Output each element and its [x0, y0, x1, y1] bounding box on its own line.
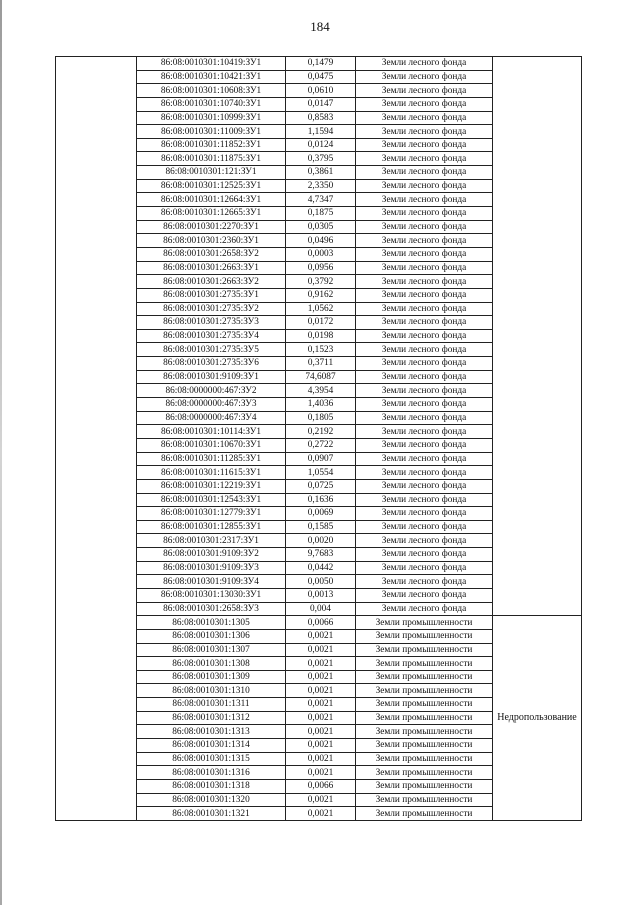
land-category-cell: Земли лесного фонда — [356, 288, 493, 302]
land-category-cell: Земли промышленности — [356, 807, 493, 821]
area-cell: 0,0021 — [286, 793, 356, 807]
cadastral-number-cell: 86:08:0010301:10421:ЗУ1 — [137, 70, 286, 84]
area-cell: 0,0021 — [286, 711, 356, 725]
cadastral-number-cell: 86:08:0010301:1305 — [137, 616, 286, 630]
land-category-cell: Земли лесного фонда — [356, 261, 493, 275]
land-category-cell: Земли лесного фонда — [356, 520, 493, 534]
land-category-cell: Земли лесного фонда — [356, 466, 493, 480]
cadastral-number-cell: 86:08:0010301:1314 — [137, 739, 286, 753]
area-cell: 0,3792 — [286, 275, 356, 289]
cadastral-number-cell: 86:08:0000000:467:ЗУ2 — [137, 384, 286, 398]
area-cell: 0,1805 — [286, 411, 356, 425]
land-category-cell: Земли лесного фонда — [356, 384, 493, 398]
land-category-cell: Земли лесного фонда — [356, 316, 493, 330]
area-cell: 0,0610 — [286, 84, 356, 98]
cadastral-number-cell: 86:08:0010301:9109:ЗУ4 — [137, 575, 286, 589]
area-cell: 0,0442 — [286, 561, 356, 575]
land-category-cell: Земли промышленности — [356, 698, 493, 712]
land-category-cell: Земли лесного фонда — [356, 452, 493, 466]
area-cell: 1,4036 — [286, 398, 356, 412]
land-category-cell: Земли промышленности — [356, 657, 493, 671]
area-cell: 4,3954 — [286, 384, 356, 398]
cadastral-number-cell: 86:08:0000000:467:ЗУ4 — [137, 411, 286, 425]
area-cell: 0,0021 — [286, 629, 356, 643]
land-category-cell: Земли промышленности — [356, 711, 493, 725]
area-cell: 0,0198 — [286, 329, 356, 343]
land-category-cell: Земли лесного фонда — [356, 275, 493, 289]
land-category-cell: Земли промышленности — [356, 643, 493, 657]
area-cell: 0,0003 — [286, 247, 356, 261]
cadastral-number-cell: 86:08:0010301:11615:ЗУ1 — [137, 466, 286, 480]
area-cell: 0,0020 — [286, 534, 356, 548]
cadastral-number-cell: 86:08:0010301:12219:ЗУ1 — [137, 479, 286, 493]
cadastral-number-cell: 86:08:0010301:2663:ЗУ1 — [137, 261, 286, 275]
area-cell: 0,0496 — [286, 234, 356, 248]
land-category-cell: Земли промышленности — [356, 670, 493, 684]
land-category-cell: Земли лесного фонда — [356, 179, 493, 193]
land-category-cell: Земли лесного фонда — [356, 193, 493, 207]
area-cell: 0,0066 — [286, 779, 356, 793]
area-cell: 1,1594 — [286, 125, 356, 139]
cadastral-number-cell: 86:08:0010301:1306 — [137, 629, 286, 643]
area-cell: 0,0021 — [286, 752, 356, 766]
cadastral-number-cell: 86:08:0010301:10114:ЗУ1 — [137, 425, 286, 439]
area-cell: 0,0907 — [286, 452, 356, 466]
cadastral-number-cell: 86:08:0010301:1307 — [137, 643, 286, 657]
land-category-cell: Земли лесного фонда — [356, 411, 493, 425]
cadastral-number-cell: 86:08:0010301:11852:ЗУ1 — [137, 138, 286, 152]
cadastral-number-cell: 86:08:0010301:1315 — [137, 752, 286, 766]
cadastral-number-cell: 86:08:0010301:10999:ЗУ1 — [137, 111, 286, 125]
land-category-cell: Земли лесного фонда — [356, 602, 493, 616]
land-category-cell: Земли лесного фонда — [356, 138, 493, 152]
cadastral-number-cell: 86:08:0010301:12779:ЗУ1 — [137, 507, 286, 521]
area-cell: 0,1585 — [286, 520, 356, 534]
area-cell: 0,0066 — [286, 616, 356, 630]
page-number: 184 — [310, 19, 330, 34]
land-category-cell: Земли лесного фонда — [356, 125, 493, 139]
land-category-cell: Земли промышленности — [356, 684, 493, 698]
cadastral-number-cell: 86:08:0010301:13030:ЗУ1 — [137, 588, 286, 602]
land-category-cell: Земли лесного фонда — [356, 152, 493, 166]
land-category-cell: Земли лесного фонда — [356, 302, 493, 316]
land-category-cell: Земли лесного фонда — [356, 166, 493, 180]
cadastral-number-cell: 86:08:0010301:10740:ЗУ1 — [137, 97, 286, 111]
area-cell: 0,2722 — [286, 438, 356, 452]
cadastral-number-cell: 86:08:0010301:2735:ЗУ3 — [137, 316, 286, 330]
cadastral-number-cell: 86:08:0010301:1316 — [137, 766, 286, 780]
land-category-cell: Земли лесного фонда — [356, 398, 493, 412]
cadastral-number-cell: 86:08:0010301:2658:ЗУ2 — [137, 247, 286, 261]
area-cell: 0,2192 — [286, 425, 356, 439]
area-cell: 0,0021 — [286, 766, 356, 780]
cadastral-number-cell: 86:08:0010301:2735:ЗУ1 — [137, 288, 286, 302]
cadastral-number-cell: 86:08:0010301:1311 — [137, 698, 286, 712]
area-cell: 2,3350 — [286, 179, 356, 193]
area-cell: 0,3795 — [286, 152, 356, 166]
cadastral-number-cell: 86:08:0010301:11285:ЗУ1 — [137, 452, 286, 466]
cadastral-number-cell: 86:08:0010301:2360:ЗУ1 — [137, 234, 286, 248]
area-cell: 0,0725 — [286, 479, 356, 493]
land-category-cell: Земли промышленности — [356, 739, 493, 753]
land-category-cell: Земли лесного фонда — [356, 507, 493, 521]
land-category-cell: Земли промышленности — [356, 793, 493, 807]
area-cell: 0,0021 — [286, 698, 356, 712]
cadastral-number-cell: 86:08:0010301:1309 — [137, 670, 286, 684]
scan-left-edge — [0, 0, 2, 905]
land-category-cell: Земли лесного фонда — [356, 575, 493, 589]
area-cell: 0,0475 — [286, 70, 356, 84]
land-category-cell: Земли лесного фонда — [356, 479, 493, 493]
cadastral-number-cell: 86:08:0010301:1313 — [137, 725, 286, 739]
land-category-cell: Земли лесного фонда — [356, 357, 493, 371]
usage-type-cell: Недропользование — [493, 616, 582, 821]
land-category-cell: Земли лесного фонда — [356, 493, 493, 507]
empty-index-column — [56, 57, 137, 821]
land-category-cell: Земли лесного фонда — [356, 207, 493, 221]
area-cell: 0,0021 — [286, 643, 356, 657]
cadastral-number-cell: 86:08:0010301:11875:ЗУ1 — [137, 152, 286, 166]
cadastral-number-cell: 86:08:0010301:12664:ЗУ1 — [137, 193, 286, 207]
cadastral-number-cell: 86:08:0010301:12543:ЗУ1 — [137, 493, 286, 507]
area-cell: 0,0124 — [286, 138, 356, 152]
parcel-table — [55, 56, 582, 821]
land-category-cell: Земли промышленности — [356, 725, 493, 739]
table-row — [56, 57, 582, 71]
area-cell: 0,0021 — [286, 739, 356, 753]
area-cell: 74,6087 — [286, 370, 356, 384]
land-category-cell: Земли лесного фонда — [356, 425, 493, 439]
cadastral-number-cell: 86:08:0010301:11009:ЗУ1 — [137, 125, 286, 139]
area-cell: 0,1636 — [286, 493, 356, 507]
area-cell: 0,3711 — [286, 357, 356, 371]
area-cell: 0,0305 — [286, 220, 356, 234]
area-cell: 0,0050 — [286, 575, 356, 589]
area-cell: 0,1875 — [286, 207, 356, 221]
cadastral-number-cell: 86:08:0010301:1310 — [137, 684, 286, 698]
land-category-cell: Земли лесного фонда — [356, 329, 493, 343]
land-category-cell: Земли промышленности — [356, 616, 493, 630]
land-category-cell: Земли лесного фонда — [356, 343, 493, 357]
cadastral-number-cell: 86:08:0010301:2735:ЗУ4 — [137, 329, 286, 343]
cadastral-number-cell: 86:08:0010301:10608:ЗУ1 — [137, 84, 286, 98]
land-category-cell: Земли промышленности — [356, 766, 493, 780]
cadastral-number-cell: 86:08:0010301:121:ЗУ1 — [137, 166, 286, 180]
area-cell: 0,0069 — [286, 507, 356, 521]
land-category-cell: Земли лесного фонда — [356, 438, 493, 452]
cadastral-number-cell: 86:08:0010301:2317:ЗУ1 — [137, 534, 286, 548]
area-cell: 0,0021 — [286, 684, 356, 698]
area-cell: 4,7347 — [286, 193, 356, 207]
cadastral-number-cell: 86:08:0010301:10670:ЗУ1 — [137, 438, 286, 452]
land-category-cell: Земли промышленности — [356, 779, 493, 793]
area-cell: 0,0956 — [286, 261, 356, 275]
area-cell: 9,7683 — [286, 548, 356, 562]
area-cell: 0,0013 — [286, 588, 356, 602]
land-category-cell: Земли лесного фонда — [356, 97, 493, 111]
cadastral-number-cell: 86:08:0010301:1321 — [137, 807, 286, 821]
cadastral-number-cell: 86:08:0000000:467:ЗУ3 — [137, 398, 286, 412]
area-cell: 1,0562 — [286, 302, 356, 316]
land-category-cell: Земли лесного фонда — [356, 70, 493, 84]
land-category-cell: Земли лесного фонда — [356, 548, 493, 562]
cadastral-number-cell: 86:08:0010301:2663:ЗУ2 — [137, 275, 286, 289]
land-category-cell: Земли лесного фонда — [356, 111, 493, 125]
cadastral-number-cell: 86:08:0010301:12855:ЗУ1 — [137, 520, 286, 534]
area-cell: 0,004 — [286, 602, 356, 616]
cadastral-number-cell: 86:08:0010301:1320 — [137, 793, 286, 807]
area-cell: 0,0021 — [286, 657, 356, 671]
cadastral-number-cell: 86:08:0010301:9109:ЗУ3 — [137, 561, 286, 575]
cadastral-number-cell: 86:08:0010301:2735:ЗУ6 — [137, 357, 286, 371]
land-category-cell: Земли лесного фонда — [356, 57, 493, 71]
area-cell: 0,8583 — [286, 111, 356, 125]
cadastral-number-cell: 86:08:0010301:2735:ЗУ5 — [137, 343, 286, 357]
land-category-cell: Земли лесного фонда — [356, 84, 493, 98]
area-cell: 0,0172 — [286, 316, 356, 330]
cadastral-number-cell: 86:08:0010301:1312 — [137, 711, 286, 725]
cadastral-number-cell: 86:08:0010301:2735:ЗУ2 — [137, 302, 286, 316]
cadastral-number-cell: 86:08:0010301:9109:ЗУ2 — [137, 548, 286, 562]
usage-type-cell — [493, 57, 582, 616]
area-cell: 0,0021 — [286, 670, 356, 684]
land-category-cell: Земли лесного фонда — [356, 247, 493, 261]
area-cell: 0,0147 — [286, 97, 356, 111]
cadastral-number-cell: 86:08:0010301:12665:ЗУ1 — [137, 207, 286, 221]
land-category-cell: Земли лесного фонда — [356, 370, 493, 384]
land-category-cell: Земли лесного фонда — [356, 588, 493, 602]
parcel-table-body — [56, 57, 582, 821]
cadastral-number-cell: 86:08:0010301:9109:ЗУ1 — [137, 370, 286, 384]
cadastral-number-cell: 86:08:0010301:10419:ЗУ1 — [137, 57, 286, 71]
land-category-cell: Земли промышленности — [356, 752, 493, 766]
area-cell: 0,9162 — [286, 288, 356, 302]
area-cell: 0,1523 — [286, 343, 356, 357]
area-cell: 0,0021 — [286, 807, 356, 821]
area-cell: 1,0554 — [286, 466, 356, 480]
land-category-cell: Земли лесного фонда — [356, 561, 493, 575]
area-cell: 0,0021 — [286, 725, 356, 739]
land-category-cell: Земли лесного фонда — [356, 534, 493, 548]
area-cell: 0,3861 — [286, 166, 356, 180]
cadastral-number-cell: 86:08:0010301:1308 — [137, 657, 286, 671]
cadastral-number-cell: 86:08:0010301:1318 — [137, 779, 286, 793]
cadastral-number-cell: 86:08:0010301:12525:ЗУ1 — [137, 179, 286, 193]
cadastral-number-cell: 86:08:0010301:2270:ЗУ1 — [137, 220, 286, 234]
cadastral-number-cell: 86:08:0010301:2658:ЗУ3 — [137, 602, 286, 616]
area-cell: 0,1479 — [286, 57, 356, 71]
land-category-cell: Земли лесного фонда — [356, 234, 493, 248]
land-category-cell: Земли лесного фонда — [356, 220, 493, 234]
land-category-cell: Земли промышленности — [356, 629, 493, 643]
